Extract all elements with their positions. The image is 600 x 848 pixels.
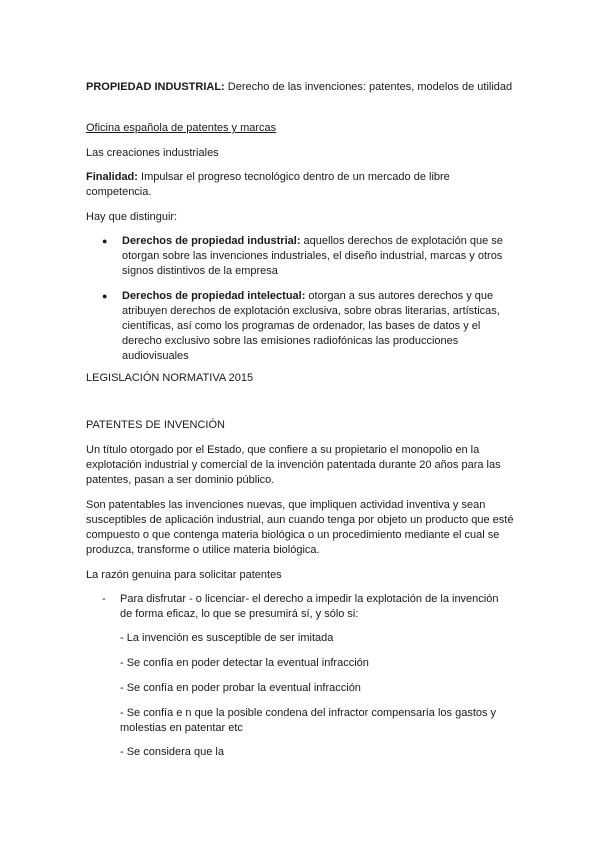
legislacion-text: LEGISLACIÓN NORMATIVA 2015 — [86, 372, 254, 384]
dash-marker: - — [102, 593, 106, 605]
dash-list-item — [102, 592, 516, 622]
creaciones-text: Las creaciones industriales — [86, 147, 219, 159]
condition-item: - Se confía e n que la posible condena del infractor compensaría los gastos y molestias en patentar etc — [120, 707, 497, 734]
condition-item: - Se confía en poder detectar la eventual infracción — [120, 657, 369, 669]
list-item-text — [122, 289, 516, 364]
list-item — [102, 289, 516, 364]
razon-text: La razón genuina para solicitar patentes — [86, 569, 282, 581]
heading-bold: PROPIEDAD INDUSTRIAL: — [86, 81, 225, 93]
bullet-icon: ● — [102, 236, 108, 246]
condition-item: - Se considera que la — [120, 746, 224, 758]
bullet-icon: ● — [102, 291, 108, 301]
list-item-text — [122, 234, 516, 279]
dash-list-text: Para disfrutar - o licenciar- el derecho a impedir la explotación de la invención de forma eficaz, lo que se presumirá sí, y sólo si: — [120, 593, 499, 620]
finalidad-paragraph — [86, 170, 516, 200]
patentables-paragraph: Son patentables las invenciones nuevas, que impliquen actividad inventiva y sean susceptibles de aplicación industrial, aun cuando tenga por objeto un producto que esté compuesto o que contenga materia biológica o un procedimiento mediante el cual se produzca, transforme o utilice materia biológica. — [86, 499, 514, 556]
heading-paragraph — [86, 80, 516, 95]
heading-rest: Derecho de las invenciones: patentes, modelos de utilidad — [224, 81, 513, 93]
oepm-link[interactable]: Oficina española de patentes y marcas — [86, 122, 277, 134]
list-item-rest: aquellos derechos de explotación que se otorgan sobre las invenciones industriales, el diseño industrial, marcas y otros signos distintivos de la empresa — [122, 235, 503, 277]
patentes-title: PATENTES DE INVENCIÓN — [86, 419, 225, 431]
patentes-definition: Un título otorgado por el Estado, que confiere a su propietario el monopolio en la explotación industrial y comercial de la invención patentada durante 20 años para las patentes, pasan a ser dominio público. — [86, 444, 501, 486]
condition-item: - La invención es susceptible de ser imitada — [120, 632, 334, 644]
list-item — [102, 234, 516, 279]
list-item-rest: otorgan a sus autores derechos y que atribuyen derechos de explotación exclusiva, sobre obras literarias, artísticas, científicas, así como los programas de ordenador, las bases de datos y el derecho exclusivo sobre las emisiones radiofónicas las producciones audiovisuales — [122, 290, 500, 362]
distinguir-text: Hay que distinguir: — [86, 211, 178, 223]
condition-item: - Se confía en poder probar la eventual infracción — [120, 682, 361, 694]
list-item-bold: Derechos de propiedad intelectual: — [122, 290, 306, 302]
list-item-bold: Derechos de propiedad industrial: — [122, 235, 301, 247]
finalidad-rest: Impulsar el progreso tecnológico dentro de un mercado de libre competencia. — [86, 171, 450, 198]
finalidad-bold: Finalidad: — [86, 171, 138, 183]
